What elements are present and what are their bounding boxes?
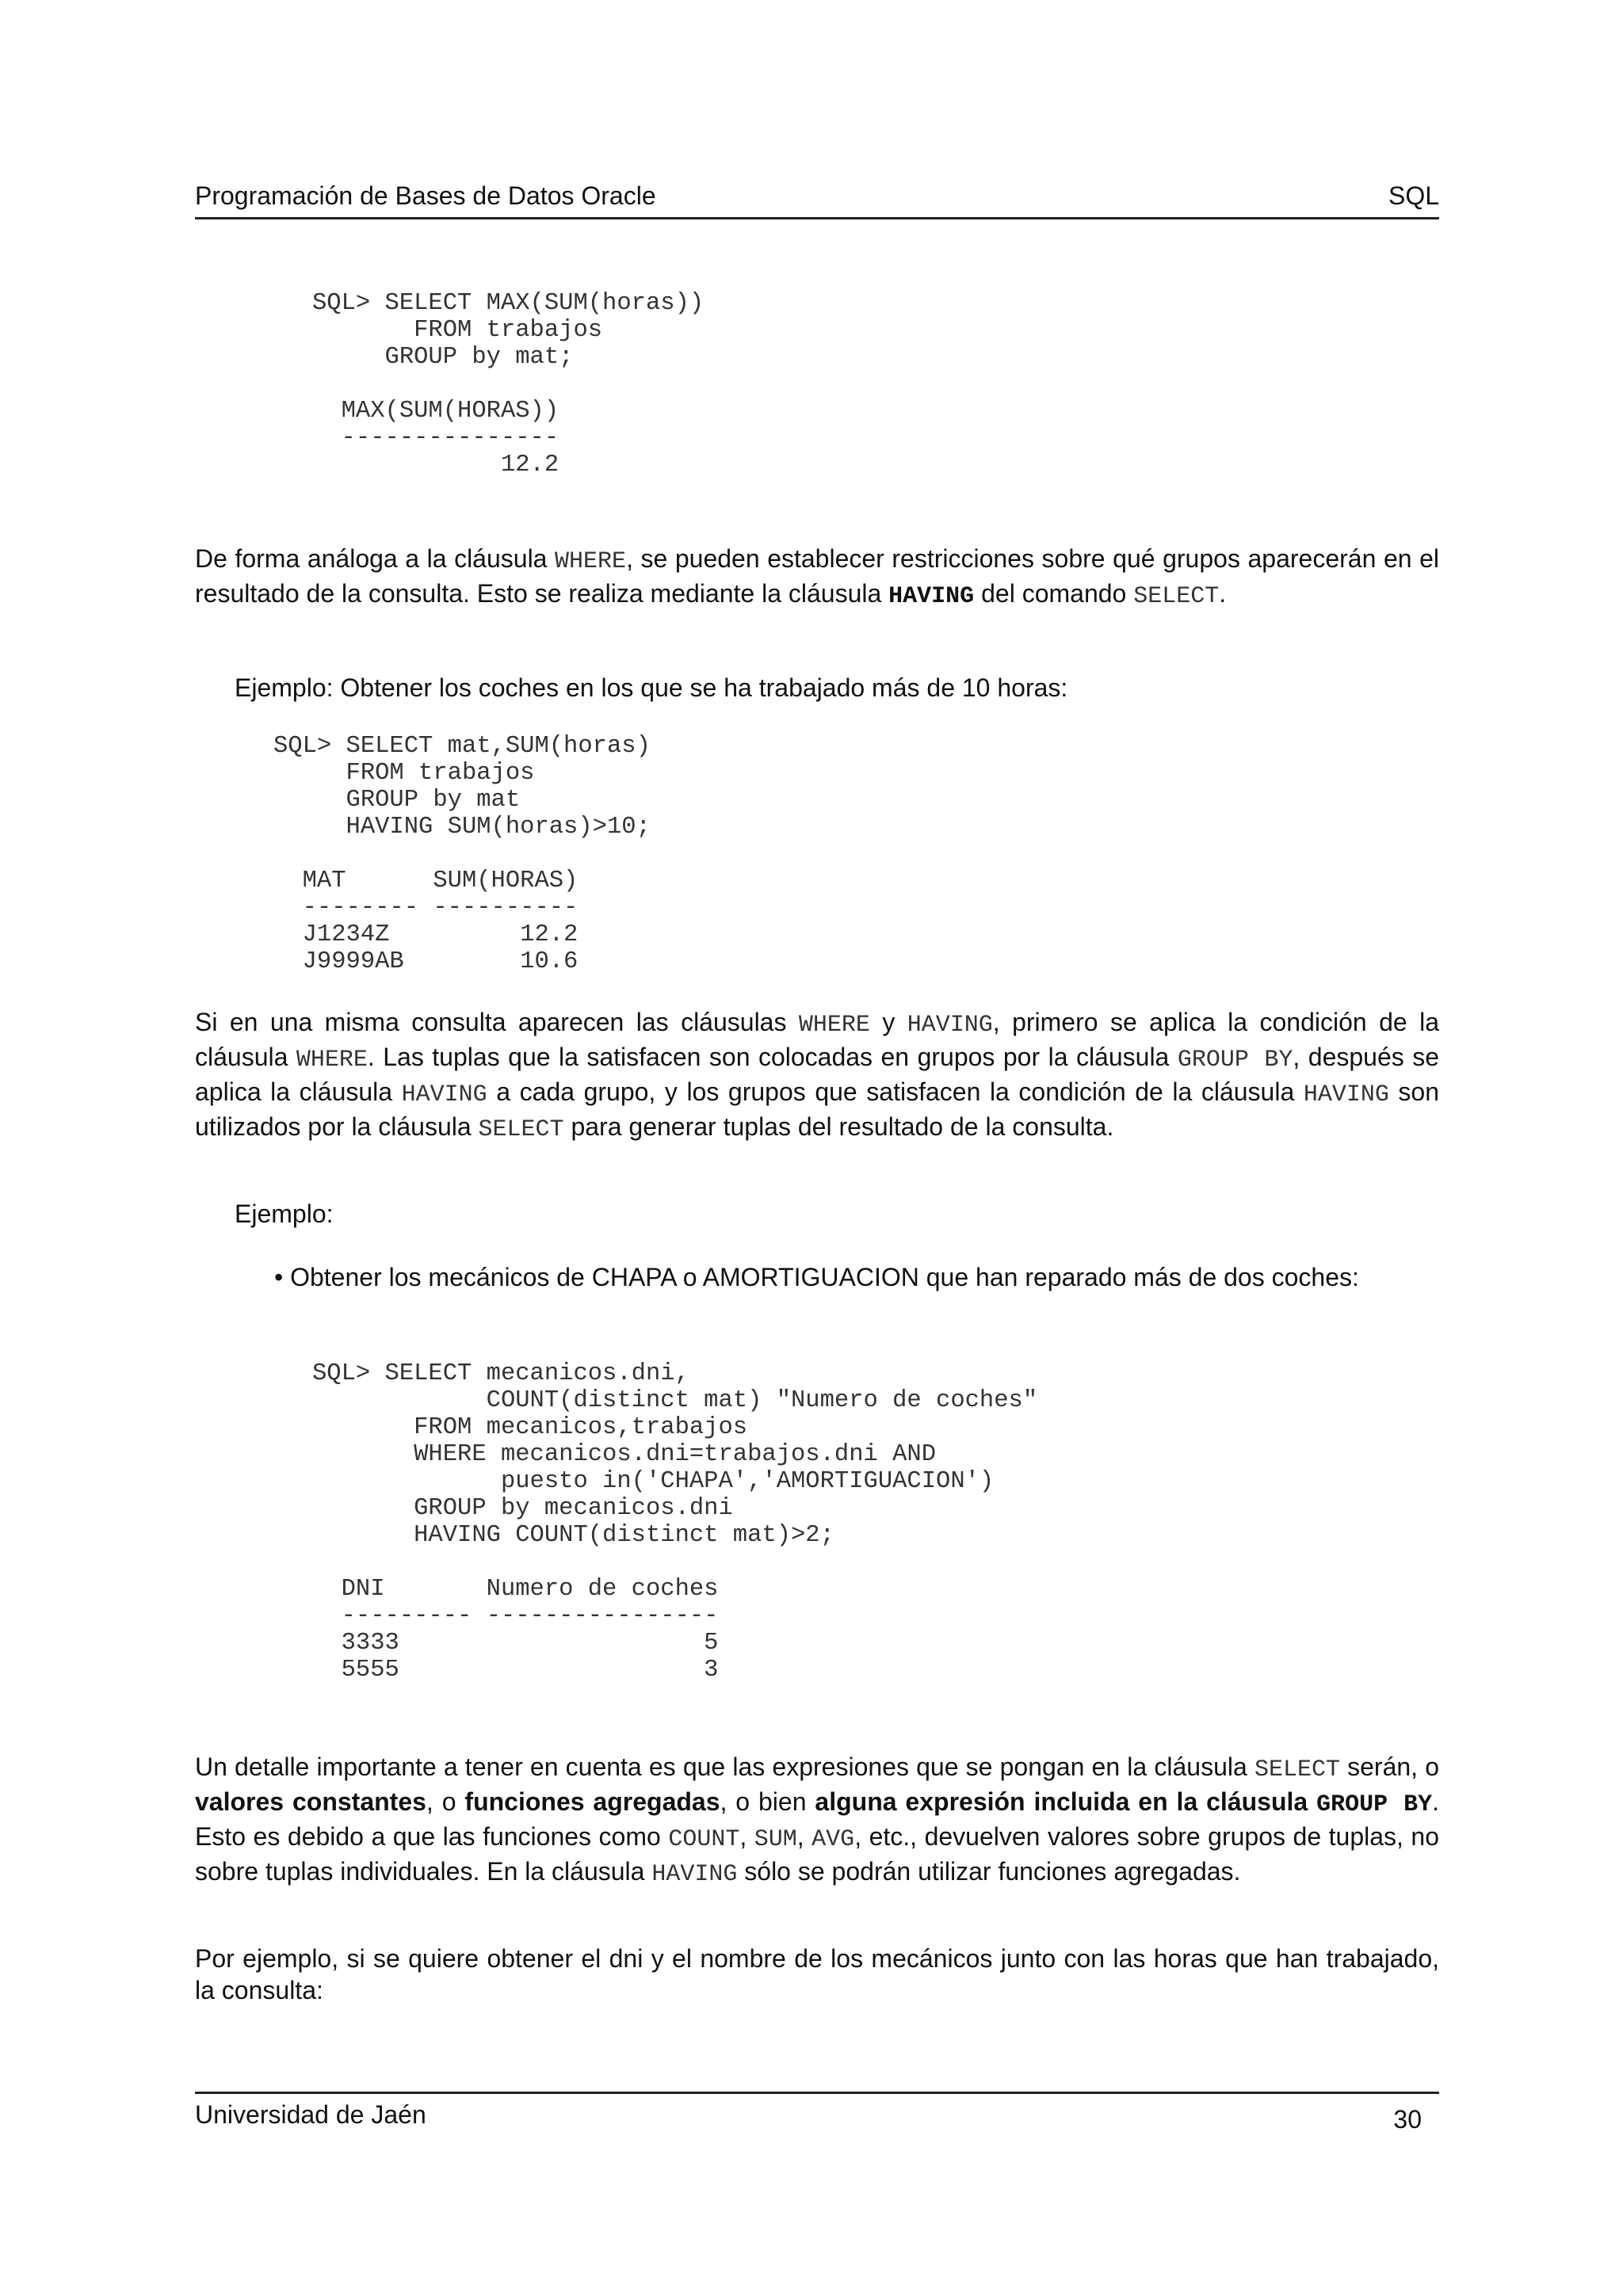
code-block-mecanicos: SQL> SELECT mecanicos.dni, COUNT(distinct mat) "Numero de coches" FROM mecanicos,trabajos WHERE mecanicos.dni=trabajos.dni AND puesto in('CHAPA','AMORTIGUACION') GROUP by mecanicos.dni HAVING COUNT(distinct mat)>2; DNI Numero de coches --------- ---------------- 3333 5 5555 3: [312, 1360, 1038, 1684]
code-block-having-example: SQL> SELECT mat,SUM(horas) FROM trabajos GROUP by mat HAVING SUM(horas)>10; MAT SUM(HORAS) -------- ---------- J1234Z 12.2 J9999AB 10.6: [273, 733, 651, 975]
example-label-2: Ejemplo:: [235, 1199, 334, 1228]
example-label-1: Ejemplo: Obtener los coches en los que se ha trabajado más de 10 horas:: [235, 673, 1068, 702]
page-number: 30: [1393, 2105, 1422, 2134]
header-title: Programación de Bases de Datos Oracle: [195, 181, 656, 210]
paragraph-having-intro: De forma análoga a la cláusula WHERE, se pueden establecer restricciones sobre qué grupos aparecerán en el resultado de la consulta. Esto se realiza mediante la cláusula HAVING del comando SELECT.: [195, 544, 1440, 610]
paragraph-por-ejemplo: Por ejemplo, si se quiere obtener el dni y el nombre de los mecánicos junto con las horas que han trabajado, la consulta:: [195, 1944, 1439, 2004]
paragraph-select-expressions: Un detalle importante a tener en cuenta es que las expresiones que se pongan en la cláusula SELECT serán, o valores constantes, o funciones agregadas, o bien alguna expresión incluida en la cláusula GROUP BY. Esto es debido a que las funciones como COUNT, SUM, AVG, etc., devuelven valores sobre grupos de tuplas, no sobre tuplas individuales. En la cláusula HAVING sólo se podrán utilizar funciones agregadas.: [195, 1753, 1440, 1888]
paragraph-where-having: Si en una misma consulta aparecen las cláusulas WHERE y HAVING, primero se aplica la condición de la cláusula WHERE. Las tuplas que la satisfacen son colocadas en grupos por la cláusula GROUP BY, después se aplica la cláusula HAVING a cada grupo, y los grupos que satisfacen la condición de la cláusula HAVING son utilizados por la cláusula SELECT para generar tuplas del resultado de la consulta.: [195, 1008, 1440, 1143]
header-section: SQL: [1388, 181, 1439, 210]
code-block-max-sum: SQL> SELECT MAX(SUM(horas)) FROM trabajos GROUP by mat; MAX(SUM(HORAS)) --------------- 12.2: [312, 290, 705, 479]
footer-institution: Universidad de Jaén: [195, 2100, 426, 2129]
bullet-item-mecanicos: • Obtener los mecánicos de CHAPA o AMORTIGUACION que han reparado más de dos coches:: [274, 1263, 1359, 1291]
page-footer: [195, 2092, 1439, 2134]
page-header: [195, 176, 1439, 219]
